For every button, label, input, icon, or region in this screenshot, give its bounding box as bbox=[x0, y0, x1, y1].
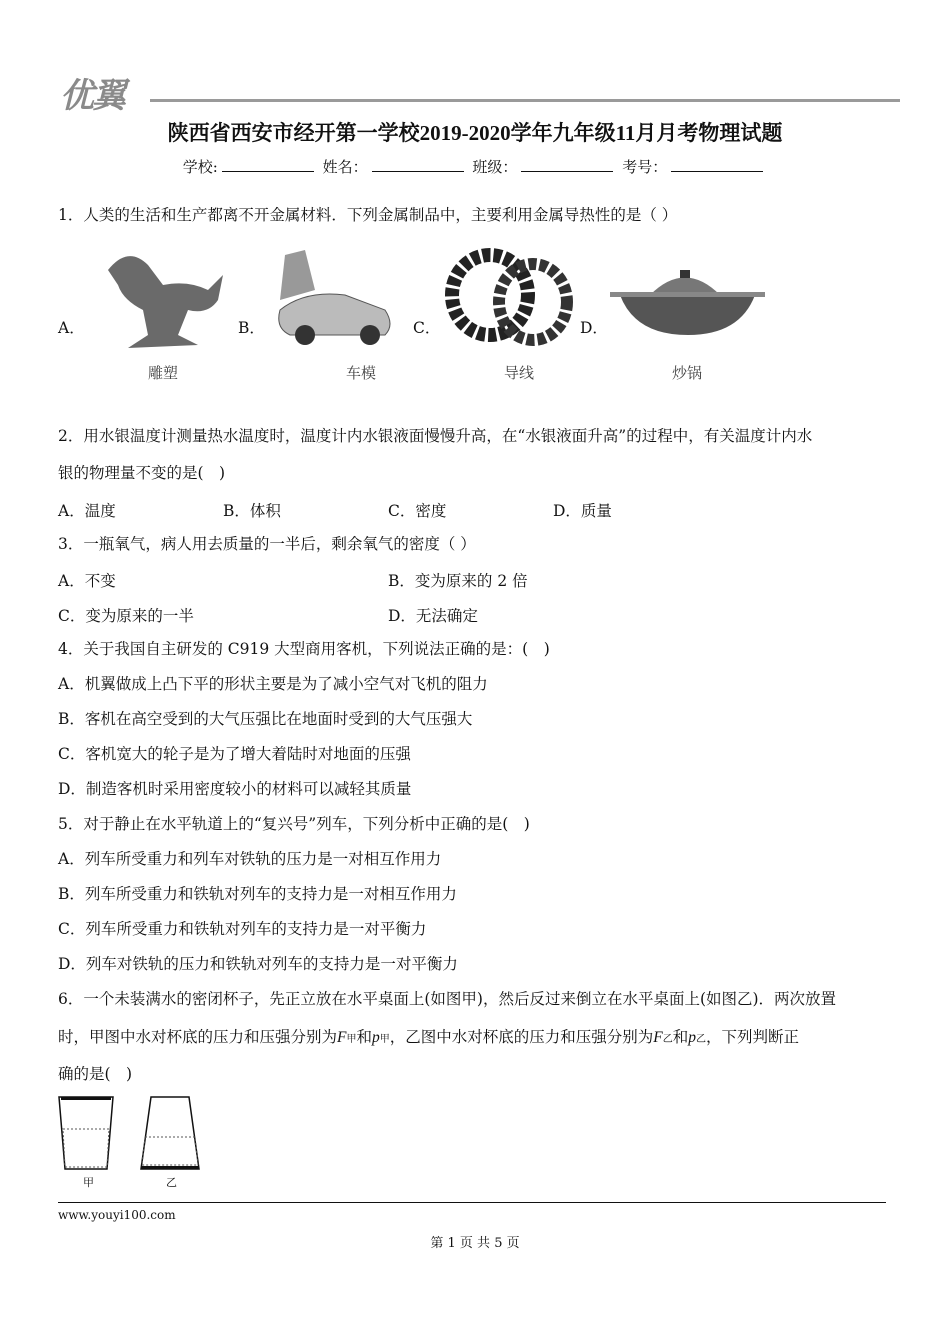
footer-divider bbox=[58, 1202, 886, 1203]
q2-option-a: A．温度 bbox=[58, 502, 116, 520]
var-p: p bbox=[372, 1029, 380, 1046]
horse-statue-image bbox=[88, 240, 228, 355]
figure-jia-label: 甲 bbox=[83, 1176, 94, 1189]
q5-option-c: C．列车所受重力和铁轨对列车的支持力是一对平衡力 bbox=[58, 920, 427, 938]
q2-option-d: D．质量 bbox=[553, 502, 612, 520]
question-6-line3: 确的是( ) bbox=[58, 1065, 133, 1083]
q6-text: 时，甲图中水对杯底的压力和压强分别为 bbox=[58, 1028, 338, 1046]
question-2-line1: 2．用水银温度计测量热水温度时，温度计内水银液面慢慢升高，在“水银液面升高”的过程中，有关温度计内水 bbox=[58, 427, 813, 445]
q3-option-a: A．不变 bbox=[58, 572, 116, 590]
car-model-image bbox=[275, 240, 400, 350]
q1-option-c-label: C． bbox=[413, 319, 441, 337]
school-blank bbox=[222, 157, 314, 172]
logo: 优翼 bbox=[60, 76, 124, 116]
q1-option-b-label: B． bbox=[238, 319, 265, 337]
question-4: 4．关于我国自主研发的 C919 大型商用客机，下列说法正确的是：( ) bbox=[58, 640, 550, 658]
q1-option-a-label: A． bbox=[58, 319, 85, 337]
q3-option-b: B．变为原来的 2 倍 bbox=[388, 572, 528, 590]
var-p: p bbox=[688, 1029, 696, 1046]
name-label: 姓名： bbox=[322, 158, 368, 176]
wok-image bbox=[610, 240, 765, 350]
figure-yi-label: 乙 bbox=[166, 1176, 177, 1189]
question-6-line2 bbox=[58, 1027, 799, 1050]
page-number: 第 1 页 共 5 页 bbox=[430, 1236, 520, 1251]
var-f: F bbox=[337, 1029, 347, 1046]
sub-jia: 甲 bbox=[346, 1034, 357, 1045]
q1-option-d-label: D． bbox=[580, 319, 608, 337]
q4-option-a: A．机翼做成上凸下平的形状主要是为了减小空气对飞机的阻力 bbox=[58, 675, 488, 693]
q1-option-a-caption: 雕塑 bbox=[148, 364, 179, 382]
question-1: 1．人类的生活和生产都离不开金属材料．下列金属制品中，主要利用金属导热性的是（ ） bbox=[58, 206, 678, 224]
q3-option-c: C．变为原来的一半 bbox=[58, 607, 194, 625]
q1-option-b-caption: 车模 bbox=[346, 364, 377, 382]
var-f: F bbox=[653, 1029, 663, 1046]
sub-yi: 乙 bbox=[662, 1034, 673, 1045]
q3-option-d: D．无法确定 bbox=[388, 607, 478, 625]
page-title: 陕西省西安市经开第一学校2019-2020学年九年级11月月考物理试题 bbox=[167, 121, 783, 145]
question-6-line1: 6．一个未装满水的密闭杯子，先正立放在水平桌面上(如图甲)，然后反过来倒立在水平桌面上(如图乙)．两次放置 bbox=[58, 990, 837, 1008]
q5-option-b: B．列车所受重力和铁轨对列车的支持力是一对相互作用力 bbox=[58, 885, 457, 903]
q6-and: 和 bbox=[672, 1028, 689, 1046]
q6-and: 和 bbox=[356, 1028, 372, 1046]
q6-text: ，乙图中水对杯底的压力和压强分别为 bbox=[389, 1028, 654, 1046]
q1-option-c-caption: 导线 bbox=[504, 364, 535, 382]
sub-jia: 甲 bbox=[379, 1034, 390, 1045]
q1-option-d-caption: 炒锅 bbox=[672, 364, 703, 382]
q2-option-b: B．体积 bbox=[223, 502, 281, 520]
question-5: 5．对于静止在水平轨道上的“复兴号”列车，下列分析中正确的是( ) bbox=[58, 815, 530, 833]
q2-option-c: C．密度 bbox=[388, 502, 447, 520]
number-blank bbox=[671, 157, 763, 172]
question-3: 3．一瓶氧气，病人用去质量的一半后，剩余氧气的密度（ ） bbox=[58, 535, 476, 553]
wire-coil-image bbox=[445, 240, 575, 355]
question-2-line2: 银的物理量不变的是( ) bbox=[58, 464, 226, 482]
q4-option-c: C．客机宽大的轮子是为了增大着陆时对地面的压强 bbox=[58, 745, 411, 763]
student-info bbox=[0, 156, 950, 177]
class-label: 班级： bbox=[472, 158, 518, 176]
q4-option-d: D．制造客机时采用密度较小的材料可以减轻其质量 bbox=[58, 780, 412, 798]
number-label: 考号： bbox=[622, 158, 668, 176]
cups-figure bbox=[55, 1093, 215, 1173]
class-blank bbox=[521, 157, 613, 172]
q4-option-b: B．客机在高空受到的大气压强比在地面时受到的大气压强大 bbox=[58, 710, 473, 728]
footer-url[interactable]: www.youyi100.com bbox=[58, 1208, 176, 1222]
name-blank bbox=[372, 157, 464, 172]
sub-yi: 乙 bbox=[696, 1034, 706, 1045]
q6-text: ，下列判断正 bbox=[706, 1028, 800, 1046]
header-divider bbox=[150, 99, 900, 102]
q5-option-d: D．列车对铁轨的压力和铁轨对列车的支持力是一对平衡力 bbox=[58, 955, 458, 973]
q5-option-a: A．列车所受重力和列车对铁轨的压力是一对相互作用力 bbox=[58, 850, 442, 868]
school-label: 学校: bbox=[182, 158, 218, 176]
